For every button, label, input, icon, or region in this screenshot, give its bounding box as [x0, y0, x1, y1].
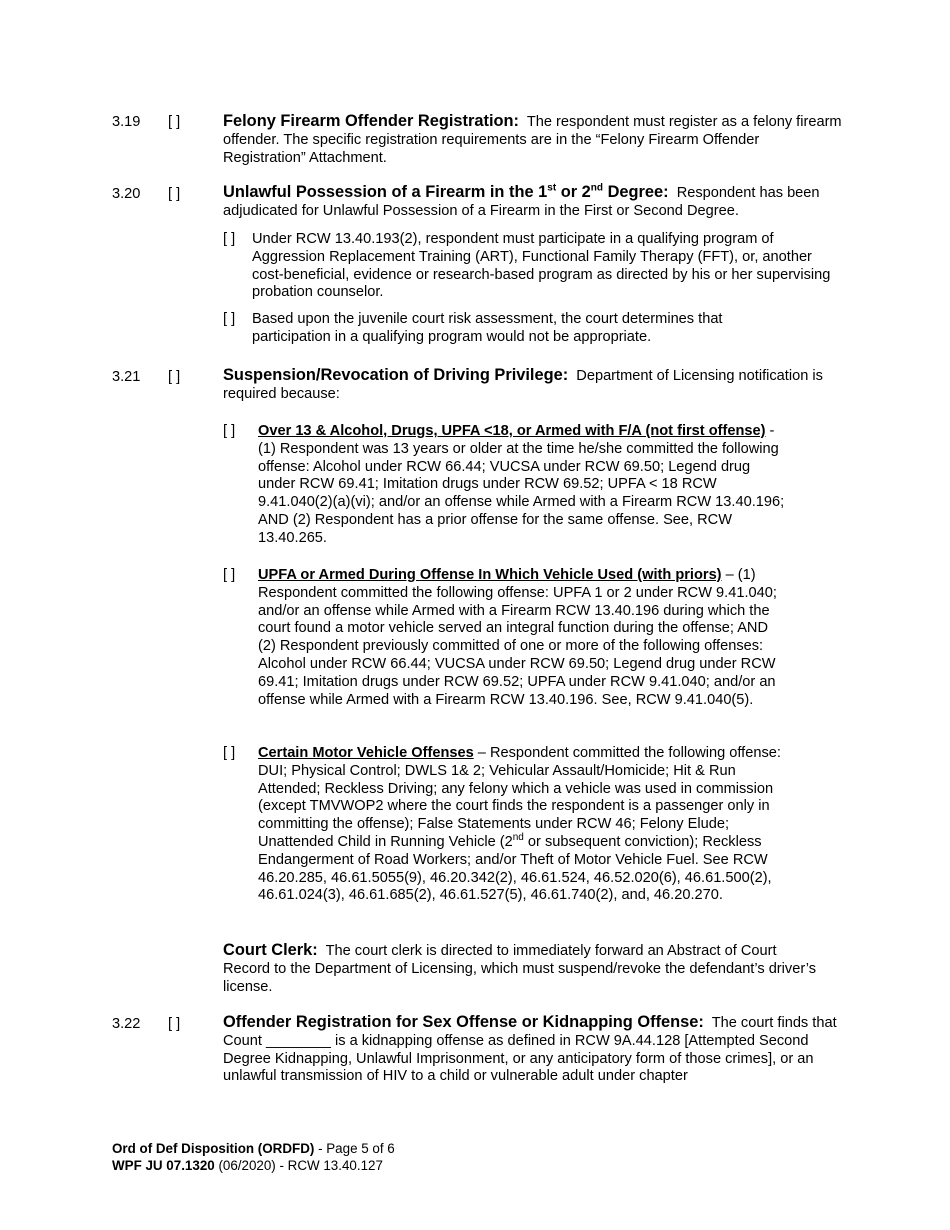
checkbox[interactable]: [ ]	[168, 369, 181, 385]
section-body: The respondent must register as a felony firearm offender. The specific registration requirements are in the “Felony Firearm Offender Registration” Attachment.	[223, 114, 842, 166]
checkbox[interactable]: [ ]	[223, 231, 236, 247]
checkbox[interactable]: [ ]	[223, 567, 236, 583]
checkbox[interactable]: [ ]	[168, 114, 181, 130]
checkbox[interactable]: [ ]	[168, 1016, 181, 1032]
section-number: 3.21	[112, 369, 141, 385]
clerk-body: The court clerk is directed to immediately forward an Abstract of Court Record to the Department of Licensing, which must suspend/revoke the defendant’s driver’s license.	[223, 943, 816, 995]
list-item: Certain Motor Vehicle Offenses – Respondent committed the following offense: DUI; Physical Control; DWLS 1& 2; Vehicular Assault/Homicide; Hit & Run Attended; Reckless Driving; any felony which a vehicle was used in commission (except TMVWOP2 where the court finds the respondent is a passenger only in committing the offense); False Statements under RCW 46; Felony Elude; Unattended Child in Running Vehicle (2nd or subsequent conviction); Reckless Endangerment of Road Workers; and/or Theft of Motor Vehicle Fuel. See RCW 46.20.285, 46.61.5055(9), 46.20.342(2), 46.61.524, 46.52.020(6), 46.61.500(2), 46.61.024(3), 46.61.685(2), 46.61.527(5), 46.61.740(2), and, 46.20.270.	[258, 745, 781, 904]
checkbox[interactable]: [ ]	[223, 423, 236, 439]
clerk-heading: Court Clerk:	[223, 941, 318, 959]
section-heading: Suspension/Revocation of Driving Privilege:	[223, 366, 569, 384]
footer-line-2: WPF JU 07.1320 (06/2020) - RCW 13.40.127	[112, 1158, 383, 1173]
item-title: UPFA or Armed During Offense In Which Vehicle Used (with priors)	[258, 567, 722, 583]
section-body: Respondent has been adjudicated for Unlawful Possession of a Firearm in the First or Second Degree.	[223, 185, 820, 219]
section-3-21	[223, 367, 843, 404]
section-3-22	[223, 1014, 843, 1086]
list-item	[258, 423, 788, 548]
section-number: 3.20	[112, 186, 141, 202]
section-3-19	[223, 113, 843, 167]
section-heading: Unlawful Possession of a Firearm in the 1st or 2nd Degree:	[223, 182, 669, 201]
option-text: Under RCW 13.40.193(2), respondent must participate in a qualifying program of Aggression Replacement Training (ART), Functional Family Therapy (FFT), or, another cost-beneficial, evidence or research-based program as directed by his or her supervising probation counselor.	[252, 231, 831, 301]
footer	[112, 1140, 395, 1174]
section-heading: Offender Registration for Sex Offense or Kidnapping Offense:	[223, 1013, 704, 1031]
section-body: The court finds that Count ________ is a kidnapping offense as defined in RCW 9A.44.128 [Attempted Second Degree Kidnapping, Unlawful Imprisonment, or any anticipatory form of those crimes], or an unlawful transmission of HIV to a child or vulnerable adult under chapter	[223, 1015, 837, 1085]
section-number: 3.19	[112, 114, 141, 130]
list-item	[258, 567, 788, 709]
checkbox[interactable]: [ ]	[223, 745, 236, 761]
footer-line-1: Ord of Def Disposition (ORDFD) - Page 5 of 6	[112, 1141, 395, 1156]
section-heading: Felony Firearm Offender Registration:	[223, 112, 519, 130]
checkbox[interactable]: [ ]	[168, 186, 181, 202]
section-number: 3.22	[112, 1016, 141, 1032]
court-clerk-note	[223, 942, 823, 996]
section-3-20	[223, 184, 843, 221]
section-body: Department of Licensing notification is required because:	[223, 368, 823, 402]
item-body: - (1) Respondent was 13 years or older at the time he/she committed the following offense: Alcohol under RCW 66.44; VUCSA under RCW 69.50; Legend drug under RCW 69.41; Imitation drugs under RCW 69.52; UPFA < 18 RCW 9.41.040(2)(a)(vi); and/or an offense while Armed with a Firearm RCW 13.40.196; AND (2) Respondent has a prior offense for the same offense. See, RCW 13.40.265.	[258, 423, 785, 546]
checkbox[interactable]: [ ]	[223, 311, 236, 327]
item-title: Certain Motor Vehicle Offenses	[258, 745, 474, 761]
item-title: Over 13 & Alcohol, Drugs, UPFA <18, or Armed with F/A (not first offense)	[258, 423, 766, 439]
option-text: Based upon the juvenile court risk assessment, the court determines that participation in a qualifying program would not be appropriate.	[252, 311, 723, 345]
item-body: – (1) Respondent committed the following offense: UPFA 1 or 2 under RCW 9.41.040; and/or an offense while Armed with a Firearm RCW 13.40.196 during which the court found a motor vehicle served an integral function during the offense; AND (2) Respondent previously committed of one or more of the following offenses: Alcohol under RCW 66.44; VUCSA under RCW 69.50; Legend drug under RCW 69.41; Imitation drugs under RCW 69.52; UPFA under RCW 9.41.040; and/or an offense while Armed with a Firearm RCW 13.40.196. See, RCW 9.41.040(5).	[258, 567, 777, 708]
